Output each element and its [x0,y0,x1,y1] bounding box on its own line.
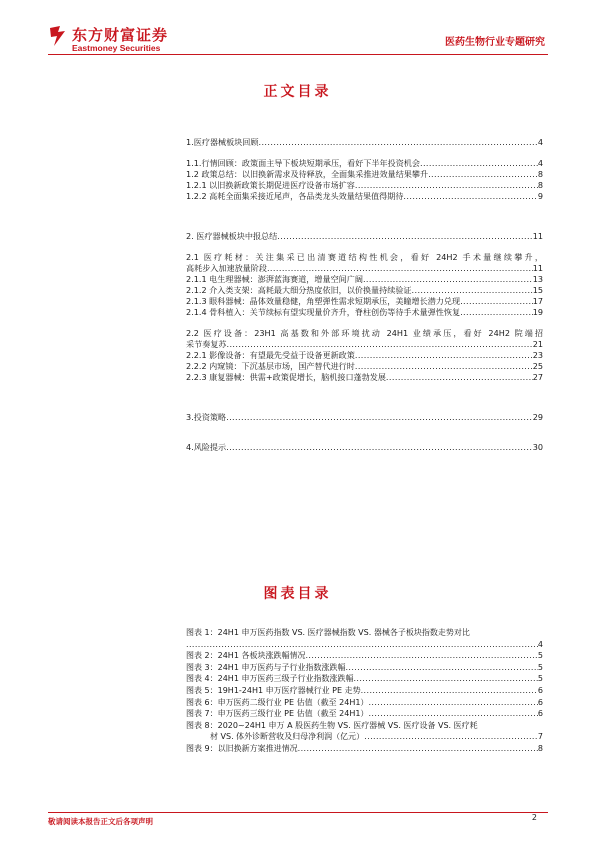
toc-entry[interactable] [186,231,543,242]
toc-entry-page: 27 [532,372,543,382]
figure-entry-page: 5 [537,662,543,672]
figure-entry-page: 5 [537,651,543,661]
footer-divider [48,812,548,813]
figure-entry[interactable] [186,685,543,697]
page-number: 2 [531,813,537,822]
toc-group [186,158,543,202]
toc-entry-page: 23 [532,350,543,360]
toc-group [186,412,543,423]
toc-entry-title: 1.2 政策总结：以旧换新需求及待释放，全面集采推进效量结果攀升 [186,169,429,179]
toc-entry-page: 4 [537,137,543,147]
figure-entry-page: 8 [537,743,543,753]
toc-entry[interactable] [186,158,543,169]
toc-entry-title: 2. 医疗器械板块中报总结 [186,231,278,241]
toc-entry-page: 8 [537,169,543,179]
page-header [0,0,595,62]
toc-entry-page: 11 [532,231,543,241]
toc-entry-title: 2.1.3 眼科器械：晶体效量稳健，角塑弹性需求短期承压，美瞳增长潜力兑现 [186,296,461,306]
figure-entry-title: 图表 6：申万医药二级行业 PE 估值（截至 24H1） [186,697,369,707]
toc-entry-title: 2.2.1 影像设备：有望最先受益于设备更新政策 [186,350,355,360]
toc-entry-title: 2.1.1 电生理器械：澎湃蓝海赛道，增量空间广阔 [186,274,363,284]
figure-entry-page: 4 [537,639,543,649]
table-of-contents [186,137,543,453]
toc-entry-page: 4 [537,158,543,168]
toc-entry-title: 1.2.1 以旧换新政策长期促进医疗设备市场扩容 [186,180,355,190]
toc-entry-title: 2.2 医疗设备：23H1 高基数和外部环境扰动 24H1 业绩承压，看好 24H2 院端招 [186,328,543,338]
toc-entry-title: 3.投资策略 [186,412,227,422]
figure-entry[interactable] [186,627,543,650]
header-divider [48,54,548,55]
toc-entry[interactable] [186,274,543,285]
toc-entry[interactable] [186,137,543,148]
toc-entry[interactable] [186,296,543,307]
figure-entry-title: 图表 1：24H1 申万医药指数 VS. 医疗器械指数 VS. 器械各子板块指数走势对比 [186,628,470,637]
logo-english-name: Eastmoney Securities [72,43,161,53]
toc-group [186,137,543,148]
toc-entry[interactable] [186,361,543,372]
toc-entry[interactable] [186,372,543,383]
figure-entry[interactable] [186,743,543,755]
figure-entry-page: 6 [537,685,543,695]
toc-entry-title: 2.1 医疗耗材：关注集采已出清赛道结构性机会，看好 24H2 手术量继续攀升， [186,252,543,262]
figure-entry-page: 6 [537,697,543,707]
toc-entry[interactable] [186,191,543,202]
toc-entry[interactable] [186,350,543,361]
toc-entry-title: 1.医疗器械板块回顾 [186,137,259,147]
toc-entry[interactable] [186,412,543,423]
figure-entry[interactable] [186,697,543,709]
figure-entry-title-continued: 材 VS. 体外诊断营收及归母净利润（亿元） [210,732,365,742]
figure-entry[interactable] [186,720,543,743]
toc-entry-page: 17 [532,296,543,306]
toc-entry-title: 1.2.2 高耗全面集采接近尾声，各品类龙头效量结果值得期待 [186,191,404,201]
toc-entry-title-continued: 采节奏复苏 [186,339,227,349]
toc-group [186,252,543,318]
figure-entry[interactable] [186,708,543,720]
figure-entry[interactable] [186,673,543,685]
toc-entry-page: 21 [532,339,543,349]
toc-entry[interactable] [186,307,543,318]
figure-entry[interactable] [186,650,543,662]
toc-entry-page: 29 [532,412,543,422]
toc-entry-page: 19 [532,307,543,317]
figure-entry-title: 图表 3：24H1 申万医药与子行业指数涨跌幅 [186,662,346,672]
figure-entry-title: 图表 8：2020~24H1 申万 A 股医药生物 VS. 医疗器械 VS. 医疗设备 VS. 医疗耗 [186,720,478,730]
figures-list-title: 图表目录 [263,586,332,602]
report-type-label: 医药生物行业专题研究 [445,37,545,48]
eastmoney-logo-icon [48,24,68,48]
figure-entry-page: 6 [537,709,543,719]
figure-entry-title: 图表 9：以旧换新方案推进情况 [186,743,298,753]
toc-group [186,328,543,383]
figure-entry-title: 图表 2：24H1 各板块涨跌幅情况 [186,651,306,661]
toc-entry-page: 8 [537,180,543,190]
logo-chinese-name: 东方财富证券 [72,26,169,44]
figure-entry-title: 图表 7：申万医药三级行业 PE 估值（截至 24H1） [186,709,369,719]
toc-entry-title-continued: 高耗步入加速放量阶段 [186,263,267,273]
toc-entry-title: 4.风险提示 [186,442,227,452]
toc-entry-page: 25 [532,361,543,371]
figure-entry-title: 图表 4：24H1 申万医药三级子行业指数涨跌幅 [186,674,354,684]
figure-entry-page: 5 [537,674,543,684]
toc-group [186,442,543,453]
toc-entry-page: 15 [532,285,543,295]
toc-entry[interactable] [186,328,543,350]
toc-entry[interactable] [186,285,543,296]
figure-entry-title: 图表 5：19H1-24H1 申万医疗器械行业 PE 走势 [186,685,361,695]
toc-entry-page: 9 [537,191,543,201]
toc-group [186,231,543,242]
toc-entry[interactable] [186,169,543,180]
toc-entry-title: 2.2.3 康复器械：供需+政策促增长，脑机接口蓬勃发展 [186,372,386,382]
toc-entry-page: 30 [532,442,543,452]
toc-entry-title: 1.1.行情回顾：政策面主导下板块短期承压，看好下半年投资机会 [186,158,420,168]
list-of-figures [186,627,543,755]
toc-entry-page: 11 [532,263,543,273]
figure-entry[interactable] [186,662,543,674]
toc-entry-title: 2.2.2 内窥镜：下沉基层市场，国产替代进行时 [186,361,355,371]
toc-entry[interactable] [186,442,543,453]
footer-disclaimer: 敬请阅读本报告正文后各项声明 [48,817,153,826]
toc-title: 正文目录 [263,84,332,100]
toc-entry[interactable] [186,180,543,191]
toc-entry-title: 2.1.2 介入类支架：高耗最大细分热度依旧，以价换量持续验证 [186,285,412,295]
toc-entry-page: 13 [532,274,543,284]
toc-entry[interactable] [186,252,543,274]
toc-entry-title: 2.1.4 骨科植入：关节续标有望实现量价齐升，脊柱创伤等待手术量弹性恢复 [186,307,461,317]
figure-entry-page: 7 [537,732,543,742]
